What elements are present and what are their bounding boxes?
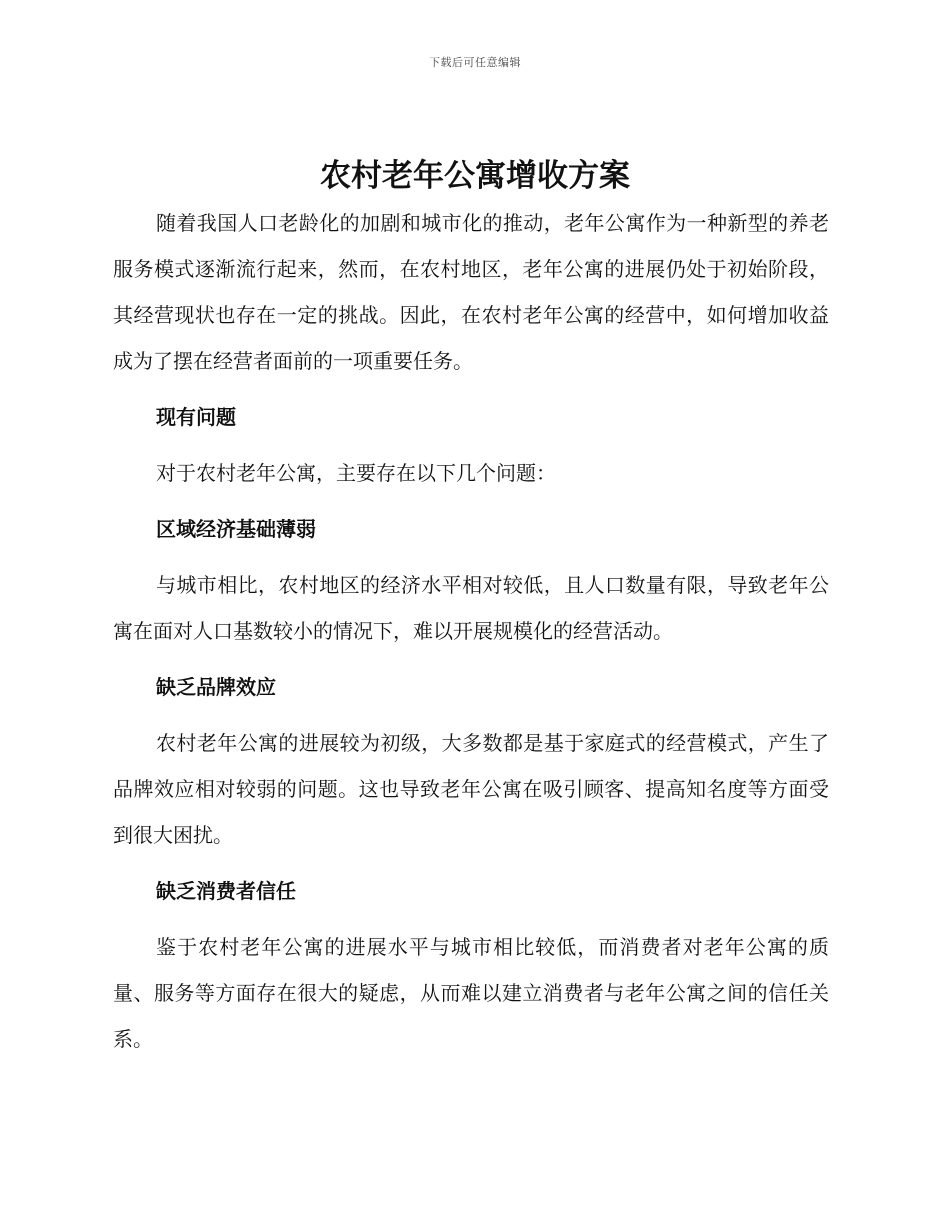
page-header: 下载后可任意编辑 (429, 56, 521, 69)
problems-intro-paragraph: 对于农村老年公寓，主要存在以下几个问题： (156, 461, 556, 485)
weak-economy-paragraph: 与城市相比，农村地区的经济水平相对较低，且人口数量有限，导致老年公寓在面对人口基数较小的情况下，难以开展规模化的经营活动。 (113, 573, 829, 643)
lack-brand-paragraph: 农村老年公寓的进展较为初级，大多数都是基于家庭式的经营模式，产生了品牌效应相对较弱的问题。这也导致老年公寓在吸引顾客、提高知名度等方面受到很大困扰。 (113, 731, 829, 847)
section-heading-lack-brand: 缺乏品牌效应 (156, 675, 276, 699)
section-heading-weak-economy: 区域经济基础薄弱 (156, 517, 316, 541)
document-body (113, 200, 829, 1062)
document-title: 农村老年公寓增收方案 (320, 158, 630, 194)
intro-paragraph: 随着我国人口老龄化的加剧和城市化的推动，老年公寓作为一种新型的养老服务模式逐渐流行起来，然而，在农村地区，老年公寓的进展仍处于初始阶段，其经营现状也存在一定的挑战。因此，在农村老年公寓的经营中，如何增加收益成为了摆在经营者面前的一项重要任务。 (113, 211, 829, 373)
lack-trust-paragraph: 鉴于农村老年公寓的进展水平与城市相比较低，而消费者对老年公寓的质量、服务等方面存在很大的疑虑，从而难以建立消费者与老年公寓之间的信任关系。 (113, 935, 829, 1051)
section-heading-lack-trust: 缺乏消费者信任 (156, 879, 296, 903)
section-heading-existing-problems: 现有问题 (156, 405, 236, 429)
